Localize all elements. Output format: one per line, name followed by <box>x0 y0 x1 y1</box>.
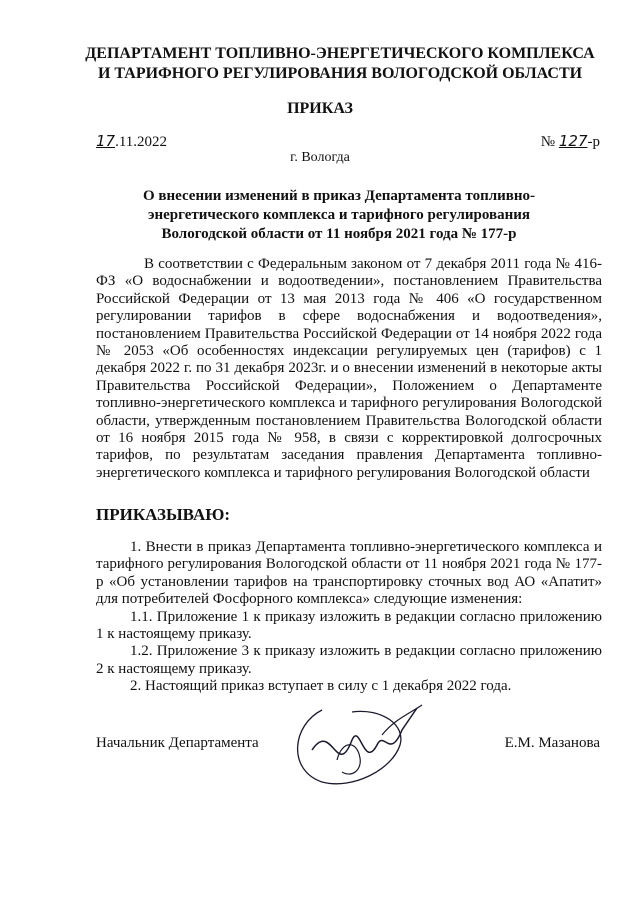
preamble <box>96 256 602 482</box>
order-title: ПРИКАЗ <box>287 100 353 117</box>
item-1-1: 1.1. Приложение 1 к приказу изложить в редакции согласно приложению 1 к настоящему приказу. <box>96 608 602 643</box>
order-items <box>96 539 602 696</box>
item-1-2: 1.2. Приложение 3 к приказу изложить в редакции согласно приложению 2 к настоящему приказу. <box>96 643 602 677</box>
department-line-1: ДЕПАРТАМЕНТ ТОПЛИВНО-ЭНЕРГЕТИЧЕСКОГО КОМПЛЕКСА <box>85 45 595 62</box>
signer-position: Начальник Департамента <box>96 735 259 751</box>
signer-name: Е.М. Мазанова <box>504 735 600 751</box>
date-day-handwritten: 17 <box>96 132 116 150</box>
item-2: 2. Настоящий приказ вступает в силу с 1 декабря 2022 года. <box>130 678 512 695</box>
city: г. Вологда <box>290 150 350 165</box>
number-prefix: № <box>540 134 556 150</box>
order-number <box>541 132 600 151</box>
preamble-paragraph: В соответствии с Федеральным законом от 7 декабря 2011 года № 416-ФЗ «О водоснабжении и водоотведении», постановлением Правительства Российской Федерации от 13 мая 2013 года № 406 «О государственном регулировании тарифов в сфере водоснабжения и водоотведения», постановлением Правительства Российской Федерации от 14 ноября 2022 года № 2053 «Об особенностях индексации регулируемых цен (тарифов) с 1 декабря 2022 г. по 31 декабря 2023г. и о внесении изменений в некоторые акты Правительства Российской Федерации», Положением о Департаменте топливно-энергетического комплекса и тарифного регулирования Вологодской области, утвержденным постановлением Правительства Вологодской области от 16 ноября 2015 года № 958, в связи с корректировкой долгосрочных тарифов, по результатам заседания правления Департамента топливно-энергетического комплекса и тарифного регулирования Вологодской области <box>96 256 602 481</box>
item-1: 1. Внести в приказ Департамента топливно-энергетического комплекса и тарифного регулирования Вологодской области от 11 ноября 2021 года № 177-р «Об установлении тарифов на транспортировку сточных вод АО «Апатит» для потребителей Фосфорного комплекса» следующие изменения: <box>96 539 602 608</box>
department-header <box>60 44 620 84</box>
order-subject: О внесении изменений в приказ Департамента топливно-энергетического комплекса и тарифного регулирования Вологодской области от 11 ноября 2021 года № 177-р <box>142 188 536 242</box>
decree-word: ПРИКАЗЫВАЮ: <box>96 505 231 524</box>
department-line-2: И ТАРИФНОГО РЕГУЛИРОВАНИЯ ВОЛОГОДСКОЙ ОБЛАСТИ <box>97 65 583 82</box>
date-rest: .11.2022 <box>115 134 168 150</box>
handwritten-signature <box>282 700 432 790</box>
order-date <box>96 132 167 151</box>
number-handwritten: 127 <box>558 132 588 150</box>
number-suffix: -р <box>587 134 600 150</box>
